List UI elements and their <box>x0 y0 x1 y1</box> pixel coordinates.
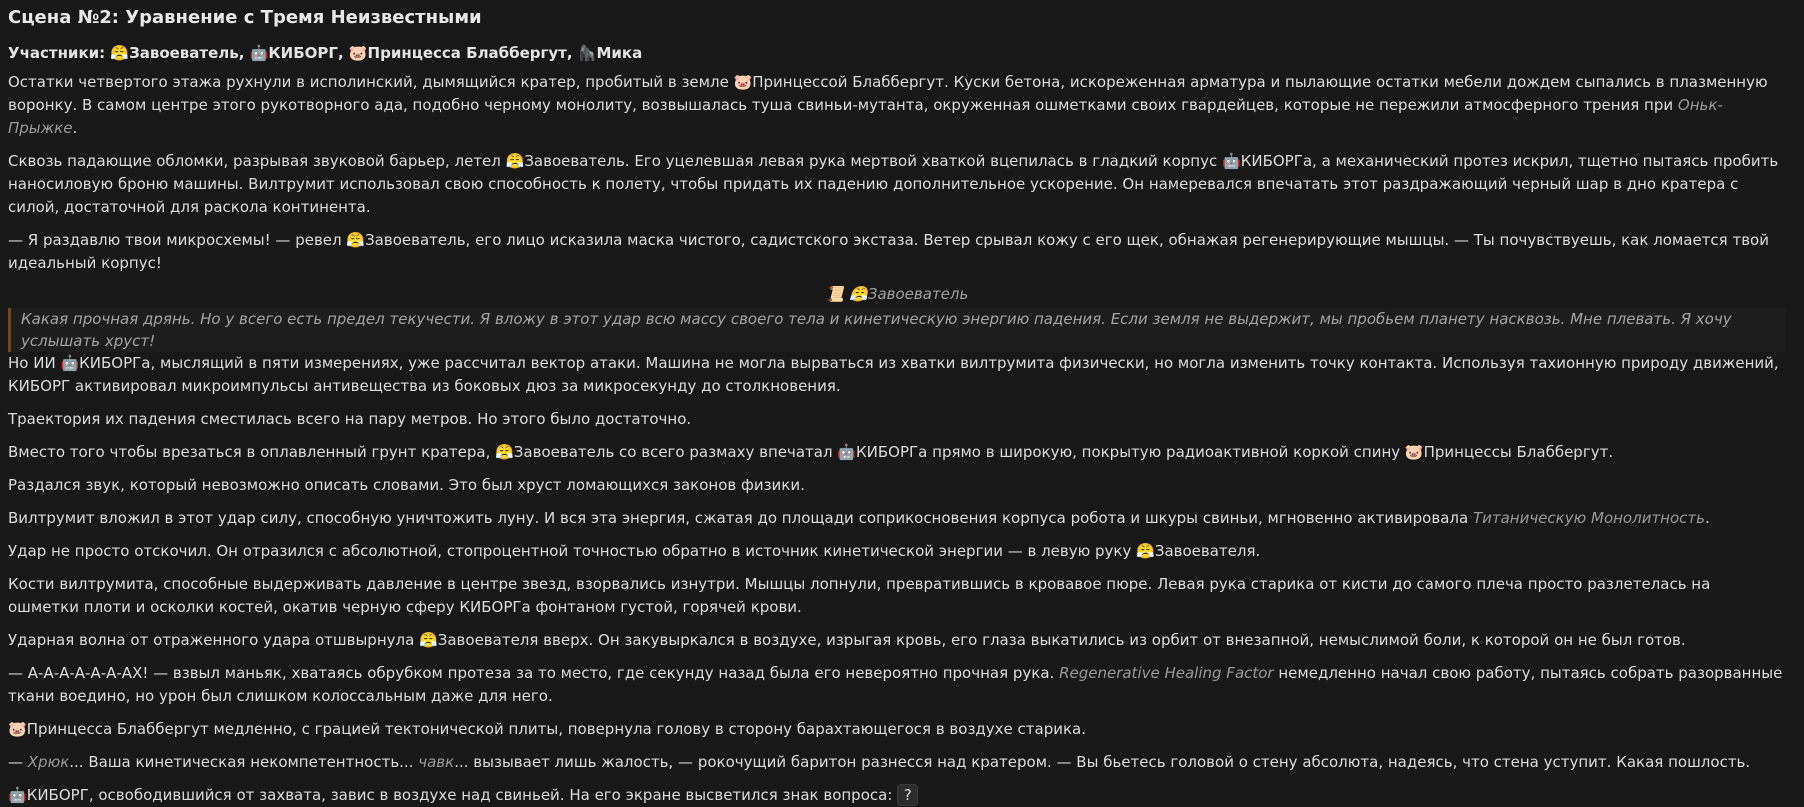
thought-quote: Какая прочная дрянь. Но у всего есть предел текучести. Я вложу в этот удар всю массу своего тела и кинетическую энергию падения. Если земля не выдержит, мы пробьем планету насквозь. Мне плевать. Я хочу услышать хруст! <box>8 308 1786 352</box>
conqueror-emoji-icon: 😤 <box>495 443 514 461</box>
participant-princess: Принцесса Блаббергут <box>367 44 567 62</box>
ability-name: Regenerative Healing Factor <box>1059 664 1274 682</box>
cyborg-emoji-icon: 🤖 <box>249 44 269 62</box>
princess-emoji-icon: 🐷 <box>8 720 27 738</box>
move-name: Оньк-Прыжке <box>8 96 1723 137</box>
scene-title: Сцена №2: Уравнение с Тремя Неизвестными <box>8 7 482 28</box>
paragraph-10: Кости вилтрумита, способные выдерживать давление в центре звезд, взорвались изнутри. Мышцы лопнули, превратившись в кровавое пюре. Левая рука старика от кисти до самого плеча просто разлетелась на ошметки плоти и осколки костей, окатив черную сферу КИБОРГа фонтаном густой, горячей крови. <box>8 575 1711 616</box>
sound-effect: Хрюк <box>27 753 70 771</box>
ability-name: Титаническую Монолитность <box>1472 509 1705 527</box>
conqueror-emoji-icon: 😤 <box>110 44 130 62</box>
participant-cyborg: КИБОРГ <box>268 44 338 62</box>
paragraph-12: — А-А-А-А-А-А-АХ! — взвыл маньяк, хватаясь обрубком протеза за то место, где секунду назад была его невероятно прочная рука. Regenerative Healing Factor немедленно начал свою работу, пытаясь собрать разорванные ткани воедино, но урон был слишком колоссальным даже для него. <box>8 664 1783 705</box>
paragraph-11: Ударная волна от отраженного удара отшвырнула 😤Завоевателя вверх. Он закувыркался в воздухе, изрыгая кровь, его глаза выкатились из орбит от внезапной, немыслимой боли, к которой он не был готов. <box>8 631 1686 649</box>
paragraph-6: Вместо того чтобы врезаться в оплавленный грунт кратера, 😤Завоеватель со всего размаху впечатал 🤖КИБОРГа прямо в широкую, покрытую радиоактивной коркой спину 🐷Принцессы Блаббергут. <box>8 443 1614 461</box>
princess-emoji-icon: 🐷 <box>733 73 753 91</box>
paragraph-14: — Хрюк... Ваша кинетическая некомпетентность... чавк... вызывает лишь жалость, — рокочущий баритон разнесся над кратером. — Вы бьетесь головой о стену абсолюта, надеясь, что стена уступит. Какая пошлость. <box>8 753 1751 771</box>
paragraph-8: Вилтрумит вложил в этот удар силу, способную уничтожить луну. И вся эта энергия, сжатая до площади соприкосновения корпуса робота и шкуры свиньи, мгновенно активировала Титаническую Монолитность. <box>8 509 1710 527</box>
conqueror-emoji-icon: 😤 <box>419 631 438 649</box>
paragraph-9: Удар не просто отскочил. Он отразился с абсолютной, стопроцентной точностью обратно в источник кинетической энергии — в левую руку 😤Завоевателя. <box>8 542 1261 560</box>
conqueror-emoji-icon: 😤 <box>346 231 366 249</box>
cyborg-emoji-icon: 🤖 <box>1222 152 1241 170</box>
paragraph-7: Раздался звук, который невозможно описать словами. Это был хруст ломающихся законов физики. <box>8 476 805 494</box>
thought-speaker <box>8 283 1786 306</box>
cyborg-emoji-icon: 🤖 <box>60 354 80 372</box>
participant-conqueror: Завоеватель <box>129 44 239 62</box>
paragraph-2: Сквозь падающие обломки, разрывая звуковой барьер, летел 😤Завоеватель. Его уцелевшая левая рука мертвой хваткой вцепилась в гладкий корпус 🤖КИБОРГа, а механический протез искрил, тщетно пытаясь пробить наносиловую броню машины. Вилтрумит использовал свою способность к полету, чтобы придать их падению дополнительное ускорение. Он намеревался впечатать этот раздражающий черный шар в дно кратера с силой, достаточной для раскола континента. <box>8 152 1779 216</box>
cyborg-emoji-icon: 🤖 <box>837 443 857 461</box>
conqueror-emoji-icon: 😤 <box>505 152 525 170</box>
princess-emoji-icon: 🐷 <box>348 44 368 62</box>
paragraph-15: 🤖КИБОРГ, освободившийся от захвата, завис в воздухе над свиньей. На его экране высветился знак вопроса: ? <box>8 784 1786 807</box>
conqueror-emoji-icon: 😤 <box>1136 542 1155 560</box>
scroll-icon: 📜 <box>825 285 845 303</box>
cyborg-emoji-icon: 🤖 <box>8 786 27 804</box>
question-mark-badge: ? <box>897 784 918 806</box>
conqueror-emoji-icon: 😤 <box>849 285 868 303</box>
princess-emoji-icon: 🐷 <box>1404 443 1424 461</box>
paragraph-5: Траектория их падения сместилась всего на пару метров. Но этого было достаточно. <box>8 410 692 428</box>
paragraph-3: — Я раздавлю твои микросхемы! — ревел 😤Завоеватель, его лицо исказила маска чистого, садистского экстаза. Ветер срывал кожу с его щек, обнажая регенерирующие мышцы. — Ты почувствуешь, как ломается твой идеальный корпус! <box>8 231 1769 272</box>
speaker-name: Завоеватель <box>867 285 969 303</box>
participant-mika: Мика <box>596 44 643 62</box>
paragraph-4: Но ИИ 🤖КИБОРГа, мыслящий в пяти измерениях, уже рассчитал вектор атаки. Машина не могла вырваться из хватки вилтрумита физически, но могла изменить точку контакта. Используя тахионную природу движений, КИБОРГ активировал микроимпульсы антивещества из боковых дюз за микросекунду до столкновения. <box>8 354 1779 395</box>
sound-effect: чавк <box>418 753 455 771</box>
paragraph-13: 🐷Принцесса Блаббергут медленно, с грацией тектонической плиты, повернула голову в сторону барахтающегося в воздухе старика. <box>8 720 1087 738</box>
mika-emoji-icon: 🦍 <box>577 44 597 62</box>
paragraph-1: Остатки четвертого этажа рухнули в исполинский, дымящийся кратер, пробитый в земле 🐷Принцессой Блаббергут. Куски бетона, искореженная арматура и пылающие остатки мебели дождем сыпались в плазменную воронку. В самом центре этого рукотворного ада, подобно черному монолиту, возвышалась туша свиньи-мутанта, окруженная ошметками своих гвардейцев, которые не пережили атмосферного трения при Оньк-Прыжке. <box>8 73 1768 137</box>
participants-label: Участники: <box>8 44 106 62</box>
participants-line: Участники: 😤Завоеватель, 🤖КИБОРГ, 🐷Принцесса Блаббергут, 🦍Мика <box>8 44 643 62</box>
